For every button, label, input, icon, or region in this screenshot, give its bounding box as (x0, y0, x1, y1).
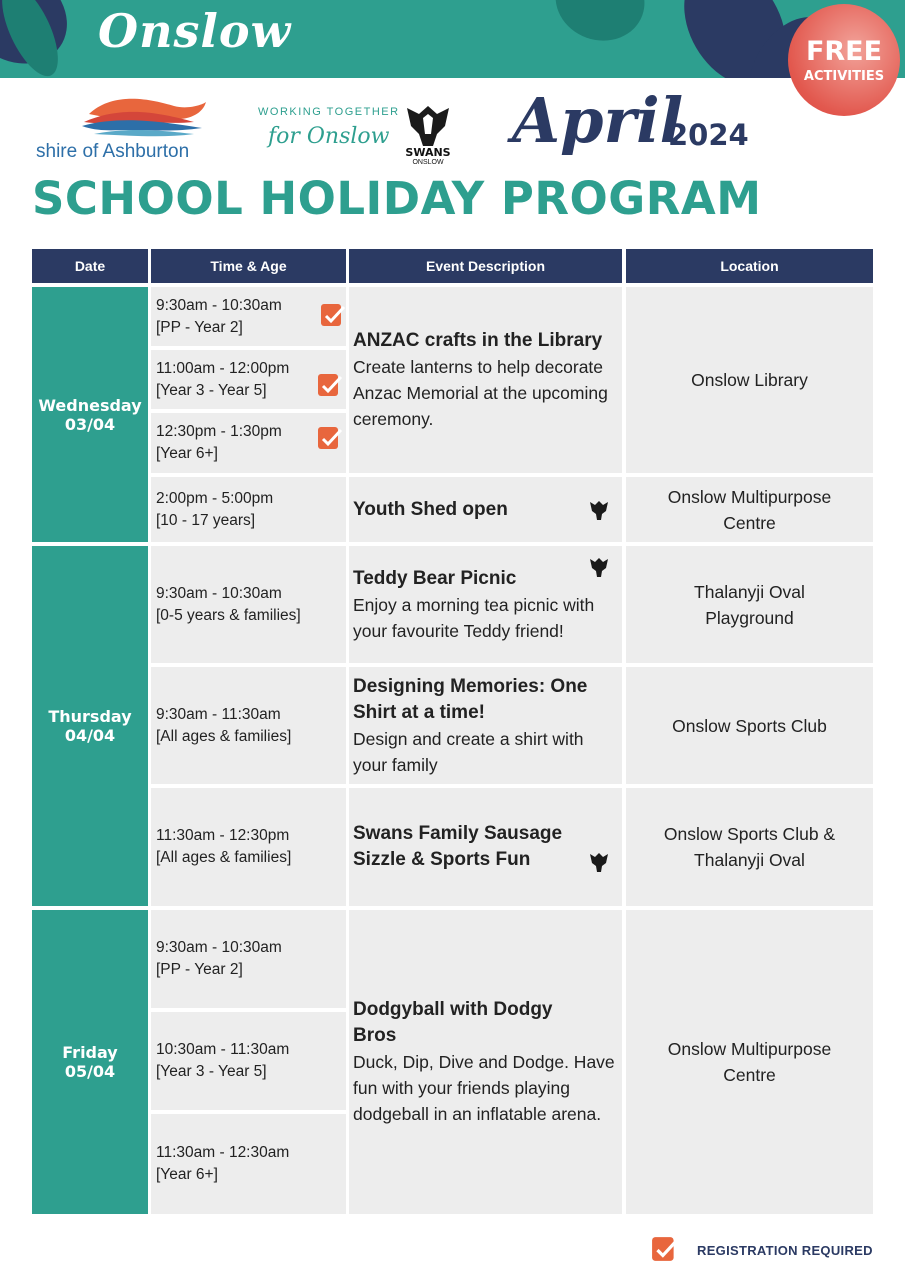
swan-icon (403, 104, 453, 148)
event-title: Dodgyball with Dodgy Bros (353, 999, 553, 1046)
registration-icon (651, 1235, 679, 1263)
day-weekday: Thursday (48, 707, 132, 726)
age-range: [All ages & families] (156, 727, 292, 745)
day-date: 03/04 (64, 414, 116, 434)
event-text: Design and create a shirt with your family (353, 728, 584, 775)
time-cell (151, 546, 346, 663)
badge-line-1: FREE (805, 36, 883, 67)
time-range: 9:30am - 10:30am (156, 584, 282, 602)
event-title: ANZAC crafts in the Library (353, 330, 603, 351)
swans-logo (403, 104, 453, 168)
age-range: [All ages & families] (156, 849, 292, 866)
time-range: 11:30am - 12:30am (156, 1144, 290, 1161)
day-wednesday (32, 287, 148, 542)
year-title: 2024 (668, 118, 749, 152)
time-cell (151, 1012, 346, 1110)
location-cell: Onslow Multipurpose Centre (626, 910, 873, 1214)
event-cell (349, 546, 622, 663)
day-weekday: Friday (62, 1043, 118, 1062)
header-time-age: Time & Age (151, 249, 346, 283)
age-range: [PP - Year 2] (156, 318, 243, 336)
location-cell: Onslow Sports Club (626, 667, 873, 784)
event-title: Teddy Bear Picnic (353, 567, 517, 589)
time-cell (151, 1114, 346, 1214)
header-location: Location (626, 249, 873, 283)
day-friday (32, 910, 148, 1214)
program-title: SCHOOL HOLIDAY PROGRAM (32, 172, 762, 225)
age-range: [10 - 17 years] (156, 511, 256, 529)
registration-icon (317, 425, 343, 451)
time-range: 12:30pm - 1:30pm (156, 423, 282, 440)
for-onslow-label: for Onslow (268, 124, 390, 149)
event-title: Designing Memories: One Shirt at a time! (353, 675, 588, 723)
time-range: 2:00pm - 5:00pm (156, 489, 274, 507)
registration-required-label: REGISTRATION REQUIRED (697, 1243, 873, 1258)
location-cell: Onslow Sports Club & Thalanyji Oval (626, 788, 873, 906)
event-text: Duck, Dip, Dive and Dodge. Have fun with your friends playing dodgeball in an inflatable arena. (353, 1052, 615, 1124)
age-range: [PP - Year 2] (156, 961, 243, 978)
time-cell (151, 667, 346, 784)
header-date: Date (32, 249, 148, 283)
event-text: Enjoy a morning tea picnic with your favourite Teddy friend! (353, 594, 595, 641)
registration-icon (320, 302, 346, 328)
location-cell: Onslow Multipurpose Centre (626, 477, 873, 542)
time-cell (151, 788, 346, 906)
age-range: [Year 3 - Year 5] (156, 1063, 267, 1080)
age-range: [Year 6+] (156, 1166, 218, 1183)
event-cell (349, 667, 622, 784)
event-cell (349, 287, 622, 473)
month-title: April (512, 84, 684, 157)
age-range: [Year 6+] (156, 445, 218, 462)
day-weekday: Wednesday (38, 395, 142, 415)
age-range: [Year 3 - Year 5] (156, 381, 267, 399)
event-title: Youth Shed open (353, 498, 508, 520)
event-cell (349, 910, 622, 1214)
time-range: 11:00am - 12:00pm (156, 359, 290, 377)
swans-sub-label: ONSLOW (412, 159, 444, 166)
location-cell: Onslow Library (626, 287, 873, 473)
time-range: 9:30am - 10:30am (156, 939, 282, 956)
day-thursday (32, 546, 148, 906)
time-cell (151, 910, 346, 1008)
free-activities-badge (788, 4, 900, 116)
day-date: 05/04 (64, 1062, 116, 1081)
time-range: 9:30am - 11:30am (156, 705, 281, 723)
swans-mini-icon (589, 557, 609, 579)
location-cell: Thalanyji Oval Playground (626, 546, 873, 663)
time-cell (151, 287, 346, 346)
shire-name: shire of Ashburton (36, 141, 190, 162)
time-range: 11:30am - 12:30pm (156, 827, 290, 844)
day-date: 04/04 (64, 726, 116, 745)
swans-mini-icon (589, 500, 609, 522)
time-cell (151, 477, 346, 542)
event-title: Swans Family Sausage Sizzle & Sports Fun (353, 823, 563, 870)
registration-icon (317, 372, 343, 398)
header-event-description: Event Description (349, 249, 622, 283)
event-cell (349, 788, 622, 906)
town-name: Onslow (98, 4, 292, 58)
swans-mini-icon (589, 852, 609, 874)
age-range: [0-5 years & families] (156, 606, 301, 624)
swans-label: SWANS (405, 146, 451, 159)
event-cell (349, 477, 622, 542)
working-together-label: WORKING TOGETHER (258, 106, 400, 118)
time-range: 9:30am - 10:30am (156, 296, 282, 314)
event-text: Create lanterns to help decorate Anzac Memorial at the upcoming ceremony. (353, 357, 608, 429)
time-range: 10:30am - 11:30am (156, 1041, 290, 1058)
badge-line-2: ACTIVITIES (803, 69, 885, 84)
